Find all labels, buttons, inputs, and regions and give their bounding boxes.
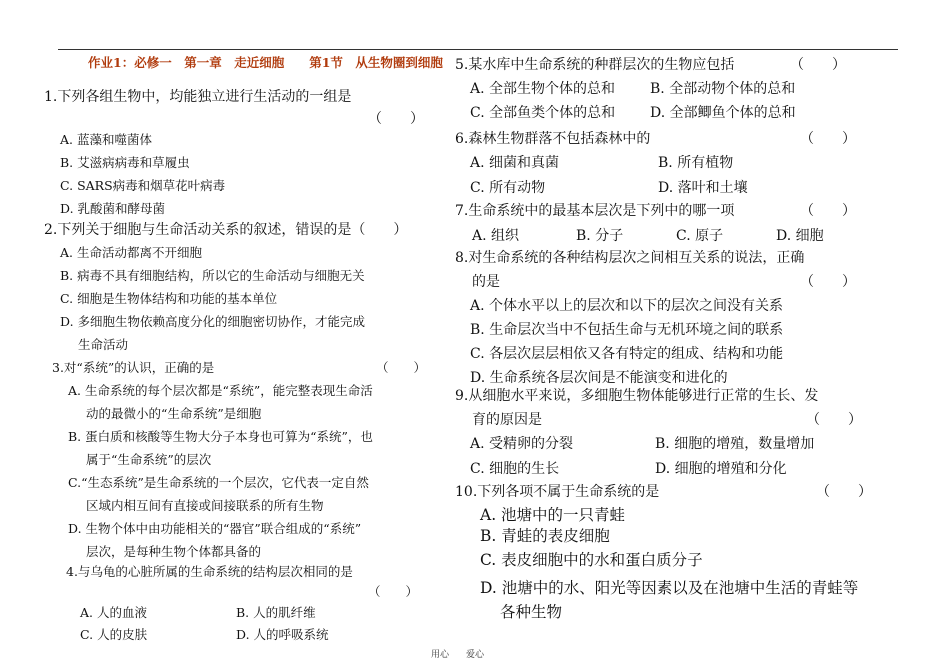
q10-option-a[interactable]: A. 池塘中的一只青蛙 <box>480 506 626 524</box>
q5-option-d[interactable]: D. 全部鲫鱼个体的总和 <box>650 105 796 121</box>
q9-option-d[interactable]: D. 细胞的增殖和分化 <box>655 461 787 477</box>
q6-option-c[interactable]: C. 所有动物 <box>470 180 546 196</box>
q2-option-a[interactable]: A. 生命活动都离不开细胞 <box>60 245 202 260</box>
q6-option-d[interactable]: D. 落叶和土壤 <box>658 180 748 196</box>
q2-option-d-cont: 生命活动 <box>78 337 129 352</box>
q8-stem-cont: 的是 <box>472 274 500 290</box>
q10-option-d-cont: 各种生物 <box>500 603 563 621</box>
q7-option-d[interactable]: D. 细胞 <box>776 228 824 244</box>
q8-option-b[interactable]: B. 生命层次当中不包括生命与无机环境之间的联系 <box>470 322 784 338</box>
q3-blank[interactable]: （ ） <box>376 360 427 375</box>
q7-option-a[interactable]: A. 组织 <box>472 228 520 244</box>
q4-option-d[interactable]: D. 人的呼吸系统 <box>236 627 329 642</box>
q5-option-c[interactable]: C. 全部鱼类个体的总和 <box>470 105 616 121</box>
q5-blank[interactable]: （ ） <box>790 57 846 73</box>
q1-option-d[interactable]: D. 乳酸菌和酵母菌 <box>60 201 166 216</box>
q9-stem-cont: 育的原因是 <box>472 412 542 428</box>
q10-option-d[interactable]: D. 池塘中的水、阳光等因素以及在池塘中生活的青蛙等 <box>480 579 859 597</box>
header-rule <box>58 49 898 50</box>
q6-stem: 6.森林生物群落不包括森林中的 <box>455 131 651 147</box>
q3-option-c[interactable]: C.“生态系统”是生命系统的一个层次，它代表一定自然 <box>68 475 369 490</box>
section-header: 作业1：必修一 第一章 走近细胞 第1节 从生物圈到细胞 <box>88 55 443 70</box>
footer-text-b: 爱心 <box>466 650 485 660</box>
q8-blank[interactable]: （ ） <box>800 274 856 290</box>
q3-option-d-cont: 层次，是每种生物个体都具备的 <box>86 544 262 559</box>
q7-option-b[interactable]: B. 分子 <box>576 228 624 244</box>
q1-blank[interactable]: （ ） <box>368 111 424 127</box>
q7-option-c[interactable]: C. 原子 <box>676 228 724 244</box>
q8-option-a[interactable]: A. 个体水平以上的层次和以下的层次之间没有关系 <box>470 298 784 314</box>
q1-option-c[interactable]: C. SARS病毒和烟草花叶病毒 <box>60 178 226 193</box>
q10-stem: 10.下列各项不属于生命系统的是 <box>455 484 660 500</box>
q3-option-a-cont: 动的最微小的“生命系统”是细胞 <box>86 406 262 421</box>
q6-option-a[interactable]: A. 细菌和真菌 <box>470 155 560 171</box>
q5-option-a[interactable]: A. 全部生物个体的总和 <box>470 81 616 97</box>
q2-option-d[interactable]: D. 多细胞生物依赖高度分化的细胞密切协作，才能完成 <box>60 314 366 329</box>
q2-option-b[interactable]: B. 病毒不具有细胞结构，所以它的生命活动与细胞无关 <box>60 268 365 283</box>
q6-blank[interactable]: （ ） <box>800 131 856 147</box>
q8-option-d[interactable]: D. 生命系统各层次间是不能演变和进化的 <box>470 370 728 386</box>
q2-option-c[interactable]: C. 细胞是生物体结构和功能的基本单位 <box>60 291 278 306</box>
q5-option-b[interactable]: B. 全部动物个体的总和 <box>650 81 796 97</box>
q6-option-b[interactable]: B. 所有植物 <box>658 155 734 171</box>
q5-stem: 5.某水库中生命系统的种群层次的生物应包括 <box>455 57 735 73</box>
q3-option-c-cont: 区域内相互间有直接或间接联系的所有生物 <box>86 498 324 513</box>
q3-option-a[interactable]: A. 生命系统的每个层次都是“系统”，能完整表现生命活 <box>68 383 373 398</box>
q3-option-b[interactable]: B. 蛋白质和核酸等生物大分子本身也可算为“系统”，也 <box>68 429 373 444</box>
q1-option-b[interactable]: B. 艾滋病病毒和草履虫 <box>60 155 190 170</box>
q8-stem: 8.对生命系统的各种结构层次之间相互关系的说法，正确 <box>455 250 805 266</box>
q3-option-d[interactable]: D. 生物个体中由功能相关的“器官”联合组成的“系统” <box>68 521 362 536</box>
q4-blank[interactable]: （ ） <box>368 584 419 599</box>
q9-blank[interactable]: （ ） <box>806 412 862 428</box>
q9-stem: 9.从细胞水平来说，多细胞生物体能够进行正常的生长、发 <box>455 388 819 404</box>
q3-option-b-cont: 属于“生命系统”的层次 <box>86 452 212 467</box>
q9-option-a[interactable]: A. 受精卵的分裂 <box>470 436 574 452</box>
q2-stem: 2.下列关于细胞与生命活动关系的叙述，错误的是（ ） <box>44 222 408 238</box>
q4-option-c[interactable]: C. 人的皮肤 <box>80 627 148 642</box>
q9-option-c[interactable]: C. 细胞的生长 <box>470 461 560 477</box>
q10-option-c[interactable]: C. 表皮细胞中的水和蛋白质分子 <box>480 551 703 569</box>
q7-blank[interactable]: （ ） <box>800 203 856 219</box>
footer-text-a: 用心 <box>431 650 450 660</box>
q7-stem: 7.生命系统中的最基本层次是下列中的哪一项 <box>455 203 735 219</box>
q10-option-b[interactable]: B. 青蛙的表皮细胞 <box>480 527 610 545</box>
q4-stem: 4.与乌龟的心脏所属的生命系统的结构层次相同的是 <box>66 564 353 579</box>
q9-option-b[interactable]: B. 细胞的增殖，数量增加 <box>655 436 815 452</box>
q3-stem: 3.对“系统”的认识，正确的是 <box>52 360 215 375</box>
q4-option-a[interactable]: A. 人的血液 <box>80 605 147 620</box>
q1-stem: 1.下列各组生物中，均能独立进行生活动的一组是 <box>44 89 352 105</box>
q1-option-a[interactable]: A. 蓝藻和噬菌体 <box>60 132 152 147</box>
q4-option-b[interactable]: B. 人的肌纤维 <box>236 605 316 620</box>
q8-option-c[interactable]: C. 各层次层层相依又各有特定的组成、结构和功能 <box>470 346 784 362</box>
q10-blank[interactable]: （ ） <box>816 484 872 500</box>
